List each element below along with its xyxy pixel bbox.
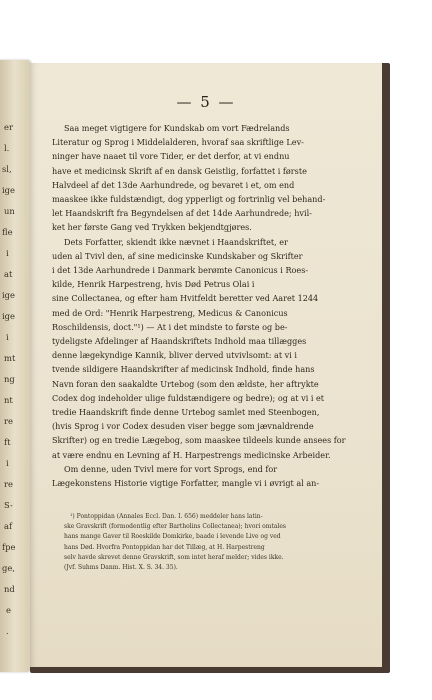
book-page — [30, 63, 382, 667]
left-page-text-fragment: re — [4, 479, 13, 489]
body-text-line: Dets Forfatter, skiendt ikke nævnet i Haandskriftet, er — [64, 236, 288, 247]
body-text-line: tydeligste Afdelinger af Haandskriftets Indhold maa tillægges — [52, 336, 307, 346]
body-text-line: tvende sildigere Haandskrifter af medicinsk Indhold, finde hans — [52, 364, 315, 375]
footnote-line: selv havde skrevet denne Gravskrift, som intet heraf melder; vides ikke. — [64, 553, 284, 561]
footnote-line: ¹) Pontoppidan (Annales Eccl. Dan. I. 656) meddeler hans latin- — [70, 513, 263, 520]
body-text-line: at være endnu en Levning af H. Harpestrengs medicinske Arbeider. — [52, 449, 331, 460]
body-text-line: i det 13de Aarhundrede i Danmark berømte Canonicus i Roes- — [52, 265, 309, 275]
left-page-text-fragment: ige — [2, 311, 15, 321]
left-page-text-fragment: ft — [4, 437, 11, 447]
left-page-text-fragment: af — [4, 521, 13, 531]
footnote-line: (Jvf. Suhms Danm. Hist. X. S. 34. 35). — [64, 564, 178, 571]
body-text-line: uden al Tvivl den, af sine medicinske Kundskaber og Skrifter — [52, 250, 303, 261]
body-text-line: (hvis Sprog i vor Codex desuden viser begge som jævnaldrende — [52, 421, 314, 432]
body-text-line: tredie Haandskrift finde denne Urtebog samlet med Steenbogen, — [52, 407, 320, 417]
body-text-line: ninger have naaet til vore Tider, er det derfor, at vi endnu — [52, 151, 290, 162]
body-text-line: Navn foran den saakaldte Urtebog (som den ældste, her aftrykte — [52, 378, 319, 389]
left-page-text-fragment: . — [6, 626, 9, 636]
body-text-line: med de Ord: "Henrik Harpestreng, Medicus & Canonicus — [52, 307, 288, 318]
left-page-text-fragment: er — [4, 122, 13, 132]
left-page-text-fragment: fle — [2, 227, 13, 237]
left-page-text-fragment: i — [6, 248, 9, 258]
left-page-text-fragment: e — [6, 605, 11, 615]
body-text-line: let Haandskrift fra Begyndelsen af det 14de Aarhundrede; hvil- — [52, 208, 312, 219]
footnote-line: hans Død. Hvorfra Pontoppidan har det Tillæg, at H. Harpestreng — [64, 543, 265, 551]
left-page-text-fragment: sl, — [2, 164, 12, 174]
left-page-text-fragment: i — [6, 332, 9, 342]
footnote-line: hans mange Gaver til Roeskilde Domkirke, baade i levende Live og ved — [64, 533, 281, 541]
left-page-text-fragment: ng — [4, 374, 15, 384]
left-page-text-fragment: fpe — [2, 542, 16, 552]
body-text-line: Literatur og Sprog i Middelalderen, hvoraf saa skriftlige Lev- — [52, 137, 304, 148]
left-page-text-fragment: ge, — [2, 563, 15, 573]
left-page-text-fragment: mt — [4, 353, 16, 363]
body-text-line: Skrifter) og en tredie Lægebog, som maaskee tildeels kunde ansees for — [52, 435, 346, 446]
left-page-edge — [0, 60, 30, 672]
left-page-text-fragment: at — [4, 269, 13, 279]
left-page-text-fragment: nt — [4, 395, 13, 405]
body-text-line: Lægekonstens Historie vigtige Forfatter, mangle vi i øvrigt al an- — [52, 478, 320, 488]
left-page-text-fragment: un — [4, 206, 15, 216]
footnote-line: ske Gravskrift (formodentlig efter Bartholins Collectanea); hvori omtales — [64, 523, 286, 531]
left-page-text-fragment: S- — [4, 500, 13, 510]
page-number: — 5 — — [176, 93, 236, 111]
left-page-text-fragment: ige — [2, 290, 15, 300]
left-page-text-fragment: nd — [4, 584, 15, 594]
body-text-line: maaskee ikke fuldstændigt, dog ypperligt og fortrinlig vel behand- — [52, 194, 326, 204]
body-text-line: Om denne, uden Tvivl mere for vort Sprogs, end for — [64, 463, 278, 474]
left-page-text-fragment: re — [4, 416, 13, 426]
left-page-text-fragment: l. — [4, 143, 10, 153]
left-page-text-fragment: ige — [2, 185, 15, 195]
body-text-line: ket her første Gang ved Trykken bekjendtgjøres. — [52, 222, 252, 233]
body-text-line: denne lægekyndige Kannik, bliver derved utvivlsomt: at vi i — [52, 350, 297, 361]
body-text-line: Roschildensis, doct."¹) — At i det mindste to første og be- — [52, 321, 288, 332]
body-text-line: Codex dog indeholder ulige fuldstændigere og bedre); og at vi i et — [52, 392, 325, 403]
left-page-text-fragment: i — [6, 458, 9, 468]
body-text-line: Saa meget vigtigere for Kundskab om vort Fædrelands — [64, 123, 290, 133]
body-text-line: kilde, Henrik Harpestreng, hvis Død Petrus Olai i — [52, 279, 255, 290]
body-text-line: Halvdeel af det 13de Aarhundrede, og bevaret i et, om end — [52, 179, 295, 190]
body-text-line: have et medicinsk Skrift af en dansk Geistlig, forfattet i første — [52, 165, 307, 176]
body-text-line: sine Collectanea, og efter ham Hvitfeldt beretter ved Aaret 1244 — [52, 293, 319, 304]
